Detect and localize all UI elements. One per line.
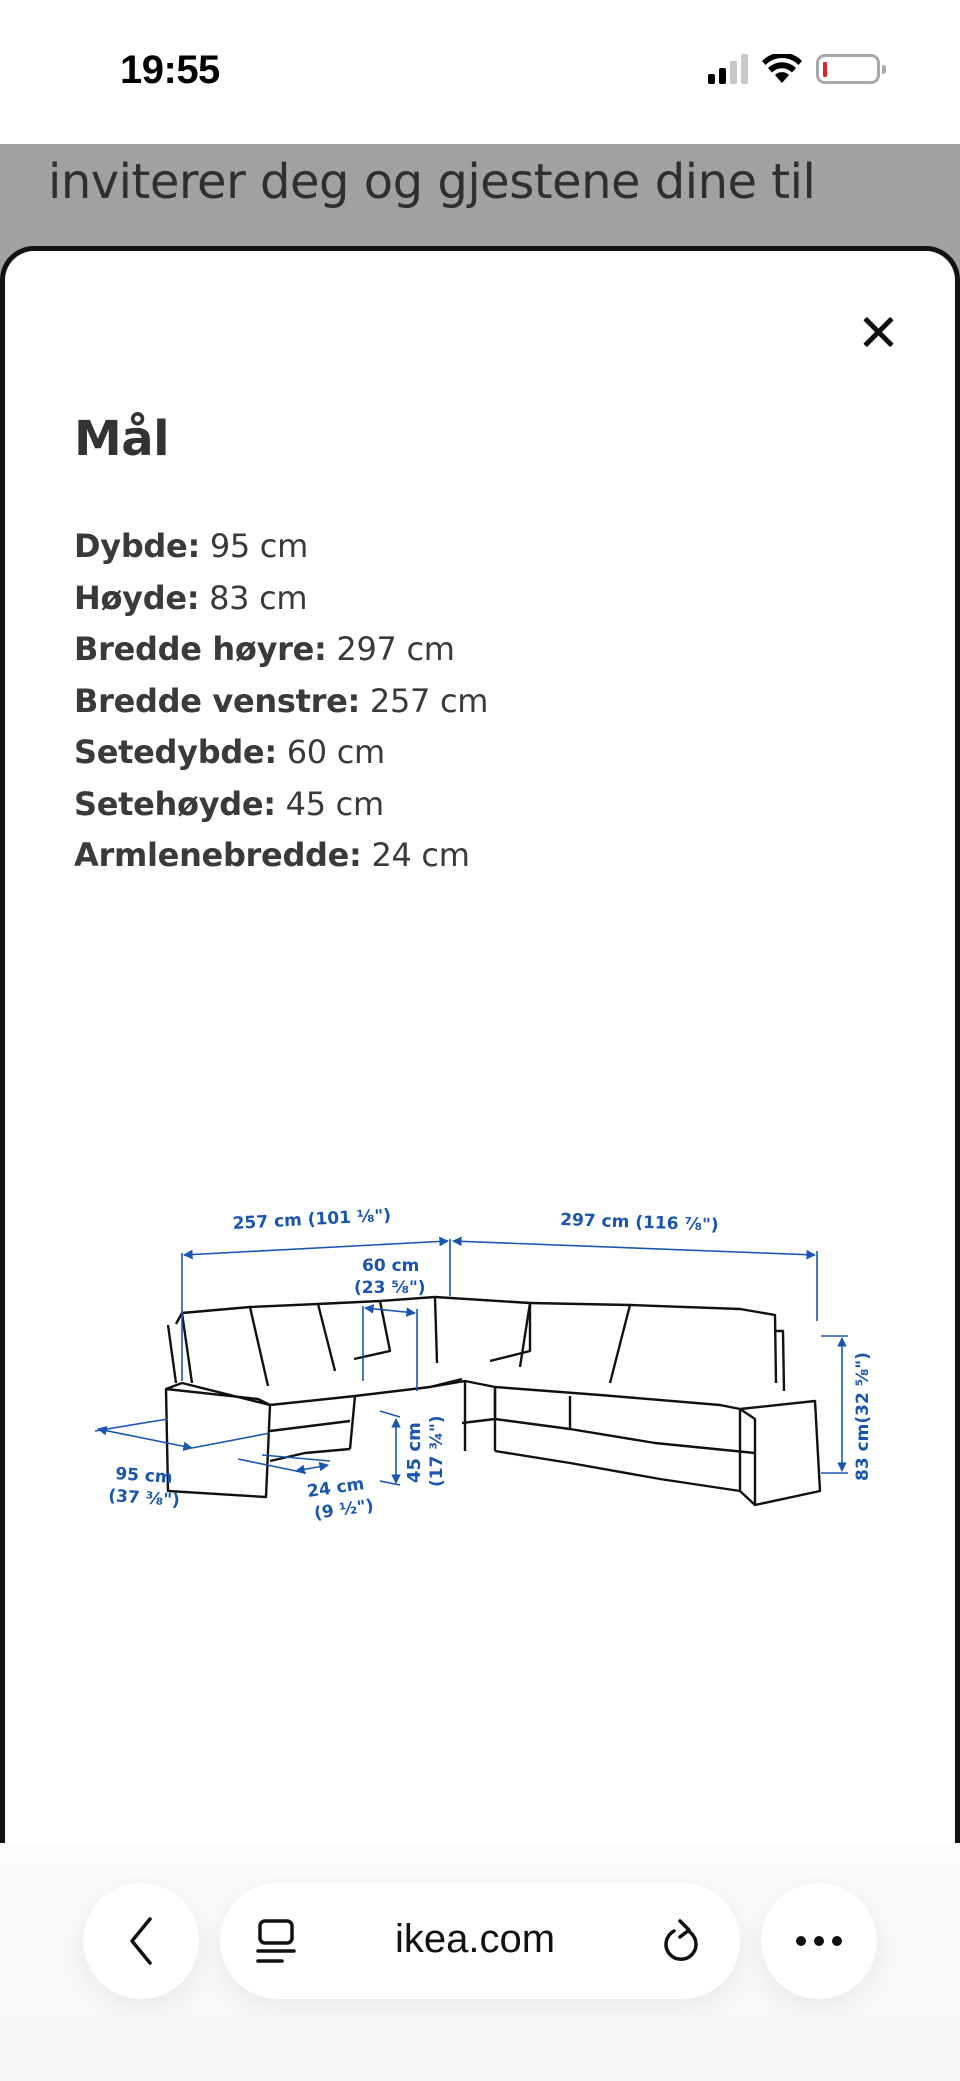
wifi-icon [762, 54, 802, 84]
label-height: 83 cm(32 ⅝") [853, 1352, 873, 1481]
dimension-label: Setehøyde: [74, 784, 276, 823]
dimension-label: Armlenebredde: [74, 836, 362, 874]
status-time: 19:55 [120, 48, 220, 92]
dimension-row [74, 676, 488, 728]
label-armrest-cm: 24 cm [305, 1474, 366, 1502]
battery-level [823, 62, 827, 77]
label-seat-depth-cm: 60 cm [362, 1256, 420, 1276]
address-bar[interactable] [220, 1883, 740, 1999]
cellular-signal-icon [708, 54, 748, 84]
status-icons [708, 54, 880, 84]
url-text[interactable]: ikea.com [395, 1917, 556, 1961]
background-page-text: inviterer deg og gjestene dine til [48, 154, 816, 210]
sofa-outline [166, 1297, 820, 1505]
dimension-row [74, 573, 488, 625]
more-button[interactable] [761, 1883, 877, 1999]
dimension-value: 24 cm [371, 836, 470, 874]
dimension-value: 60 cm [286, 733, 385, 771]
browser-toolbar [0, 1843, 960, 2081]
tabs-icon[interactable] [256, 1917, 296, 1965]
label-seat-height-in: (17 ¾") [427, 1415, 447, 1487]
dimension-lines [95, 1239, 848, 1485]
dimension-label: Setedybde: [74, 733, 277, 771]
dimension-value: 95 cm [209, 527, 308, 565]
dimension-row [74, 830, 488, 882]
more-icon [796, 1936, 842, 1946]
label-seat-height-cm: 45 cm [404, 1422, 425, 1483]
reload-icon[interactable] [660, 1917, 704, 1965]
dimension-label: Høyde: [74, 578, 200, 617]
close-icon[interactable] [856, 311, 900, 355]
sofa-dimension-diagram [90, 1191, 890, 1611]
back-button[interactable] [83, 1883, 199, 1999]
dimension-row [74, 727, 488, 779]
dimension-label: Bredde venstre: [74, 681, 361, 720]
battery-icon [816, 54, 880, 84]
label-depth-in: (37 ⅜") [107, 1486, 181, 1511]
dimensions-list [74, 521, 488, 882]
dimension-label: Dybde: [74, 527, 200, 565]
dimension-row [74, 521, 488, 573]
dimension-value: 83 cm [209, 578, 308, 617]
dimension-label: Bredde høyre: [74, 630, 327, 668]
dimension-row [74, 779, 488, 831]
dimension-value: 257 cm [369, 681, 489, 720]
dimension-row [74, 624, 488, 676]
label-width-right: 297 cm (116 ⅞") [559, 1210, 719, 1236]
chevron-left-icon [126, 1917, 156, 1965]
label-seat-depth-in: (23 ⅝") [354, 1278, 426, 1298]
label-armrest-in: (9 ½") [312, 1495, 375, 1524]
sofa-drawing [90, 1191, 890, 1611]
status-bar [0, 0, 960, 144]
dimensions-modal [0, 246, 960, 1846]
dimension-value: 297 cm [336, 630, 455, 668]
dimension-value: 45 cm [285, 784, 384, 823]
label-width-left: 257 cm (101 ⅛") [232, 1205, 392, 1234]
modal-title: Mål [74, 411, 170, 467]
label-depth-cm: 95 cm [114, 1464, 174, 1488]
